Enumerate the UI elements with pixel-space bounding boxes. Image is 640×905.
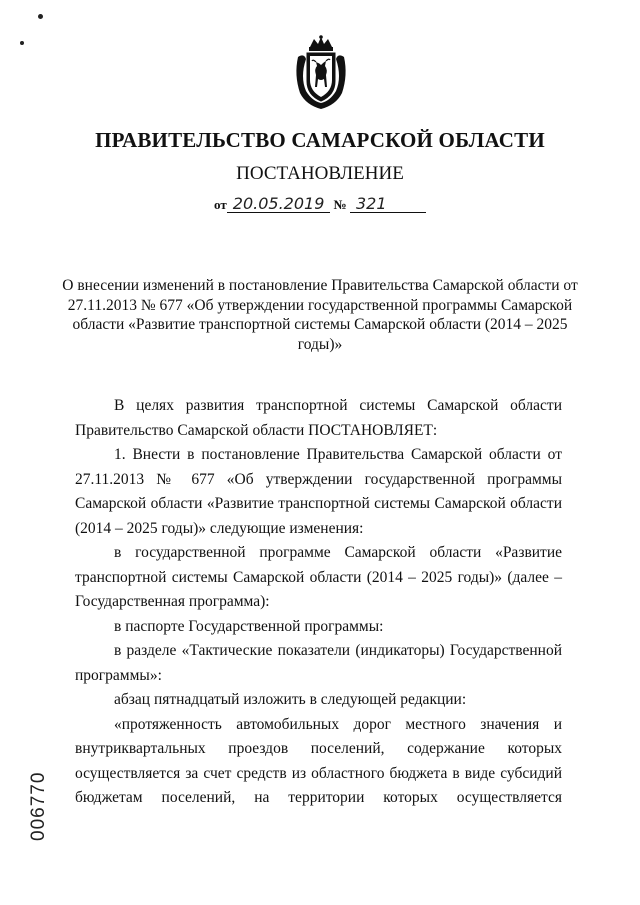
- body-paragraph: В целях развития транспортной системы Самарской области Правительство Самарской области ПОСТАНОВЛЯЕТ:: [75, 397, 562, 439]
- registration-code-stamp: 006770: [28, 771, 49, 841]
- date-number-line: [0, 196, 640, 213]
- body-paragraph: в государственной программе Самарской области «Развитие транспортной системы Самарской области (2014 – 2025 годы)» (далее – Государственная программа):: [75, 544, 562, 610]
- scan-mark: [38, 14, 43, 19]
- body-paragraph: абзац пятнадцатый изложить в следующей редакции:: [114, 691, 467, 708]
- body-paragraph: «протяженность автомобильных дорог местного значения и внутриквартальных проездов поселений, содержание которых осуществляется за счет средств из областного бюджета в виде субсидий бюджетам поселений, на территории которых осуществляется: [75, 715, 562, 806]
- body-paragraph: в разделе «Тактические показатели (индикаторы) Государственной программы»:: [75, 642, 562, 684]
- scan-mark: [20, 41, 24, 45]
- document-type: ПОСТАНОВЛЕНИЕ: [236, 163, 404, 184]
- date-prefix: от: [214, 197, 227, 212]
- samara-coat-of-arms-icon: [292, 35, 350, 111]
- date-value: 20.05.2019: [227, 196, 331, 213]
- document-subject: О внесении изменений в постановление Правительства Самарской области от 27.11.2013 № 677 «Об утверждении государственной программы Самарской области «Развитие транспортной системы Самарской области (2014 – 2025 годы)»: [62, 277, 578, 353]
- body-paragraph: 1. Внести в постановление Правительства Самарской области от 27.11.2013 № 677 «Об утверждении государственной программы Самарской области «Развитие транспортной системы Самарской области (2014 – 2025 годы)» следующие изменения:: [75, 446, 562, 537]
- number-prefix: №: [333, 197, 347, 212]
- government-title: ПРАВИТЕЛЬСТВО САМАРСКОЙ ОБЛАСТИ: [95, 128, 545, 152]
- number-value: 321: [350, 196, 426, 213]
- body-paragraph: в паспорте Государственной программы:: [114, 617, 384, 635]
- document-body: [75, 394, 562, 811]
